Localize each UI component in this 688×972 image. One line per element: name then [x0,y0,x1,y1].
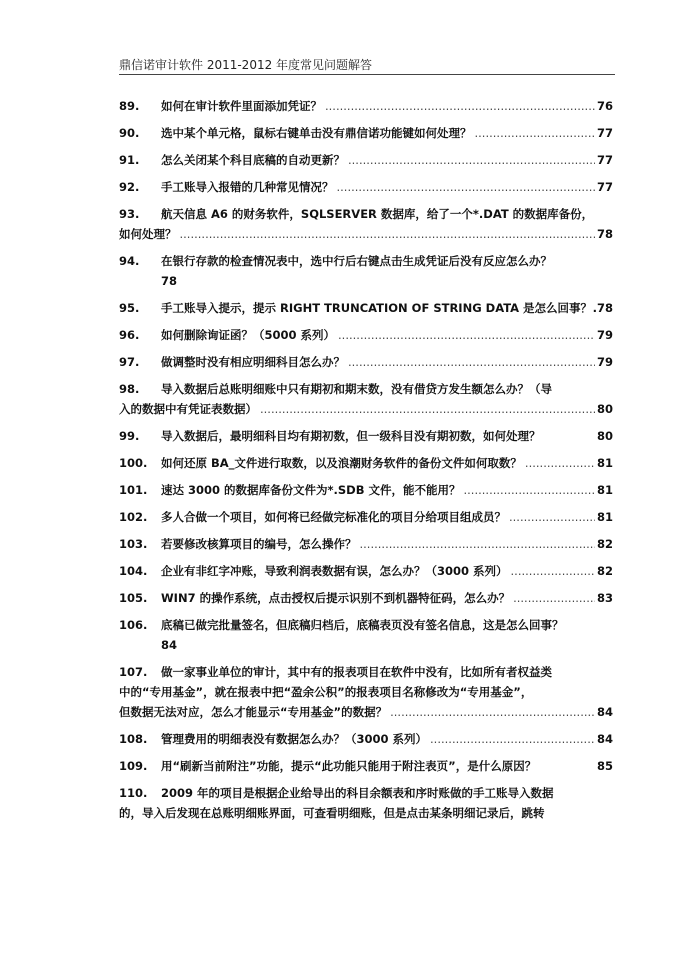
entry-title-line1: 做一家事业单位的审计，其中有的报表项目在软件中没有，比如所有者权益类 [161,665,552,679]
toc-entry-92[interactable] [119,177,613,197]
entry-title-line2: 如何处理？ [119,227,177,241]
entry-number: 102. [119,510,148,524]
entry-title: 手工账导入提示，提示 RIGHT TRUNCATION OF STRING DATA 是怎么回事？ [161,301,593,315]
dot-leader [334,177,596,197]
entry-title: 如何删除询证函？（5000 系列） [161,328,336,342]
toc-entry-96[interactable] [119,325,613,345]
entry-number: 90. [119,126,140,140]
page-number: 83 [596,591,613,605]
page-number: 79 [596,328,613,342]
toc-entry-102[interactable] [119,507,613,527]
toc-entry-104[interactable] [119,561,613,581]
page-number: 76 [596,99,613,113]
toc-entry-97[interactable] [119,352,613,372]
toc-entry-109[interactable] [119,756,613,776]
page-number: 81 [596,483,613,497]
entry-title: 如何在审计软件里面添加凭证？ [161,99,322,113]
toc-entry-98[interactable] [119,379,613,419]
entry-number: 97. [119,355,140,369]
dot-leader [357,534,596,554]
table-of-contents [119,96,613,830]
entry-title-line2: 的，导入后发现在总账明细账界面，可查看明细账，但是点击某条明细记录后，跳转 [119,806,545,820]
toc-entry-91[interactable] [119,150,613,170]
dot-leader [427,729,595,749]
entry-title: 做调整时没有相应明细科目怎么办？ [161,355,345,369]
toc-entry-103[interactable] [119,534,613,554]
page-number: 78 [161,274,178,288]
toc-entry-90[interactable] [119,123,613,143]
entry-title: 怎么关闭某个科目底稿的自动更新？ [161,153,345,167]
entry-number: 109. [119,759,148,773]
dot-leader [257,399,595,419]
entry-number: 104. [119,564,148,578]
toc-entry-100[interactable] [119,453,613,473]
entry-number: 101. [119,483,148,497]
page-number: 84 [596,705,613,719]
toc-entry-106[interactable] [119,615,613,655]
entry-title-line3: 但数据无法对应，怎么才能显示“专用基金”的数据？ [119,705,388,719]
entry-title: 导入数据后，最明细科目均有期初数，但一级科目没有期初数，如何处理？ [161,429,541,443]
dot-leader [345,150,595,170]
entry-title-line2: 中的“专用基金”，就在报表中把“盈余公积”的报表项目名称修改为“专用基金”， [119,685,533,699]
toc-entry-107[interactable] [119,662,613,722]
dot-leader [322,96,595,116]
entry-title-line1: 航天信息 A6 的财务软件，SQLSERVER 数据库，给了一个*.DAT 的数据库备份， [161,207,594,221]
entry-number: 110. [119,786,148,800]
dot-leader [461,480,596,500]
dot-leader [510,588,595,608]
toc-entry-93[interactable] [119,204,613,244]
entry-number: 95. [119,301,140,315]
page-number: 84 [596,732,613,746]
entry-number: 93. [119,207,140,221]
page-header: 鼎信诺审计软件 2011-2012 年度常见问题解答 [119,58,373,72]
page-number: 81 [596,510,613,524]
entry-number: 99. [119,429,140,443]
dot-leader [387,702,595,722]
entry-number: 107. [119,665,148,679]
entry-title: 在银行存款的检查情况表中，选中行后右键点击生成凭证后没有反应怎么办？ [161,254,552,268]
dot-leader [522,453,595,473]
entry-number: 108. [119,732,148,746]
page-number: 80 [596,402,613,416]
entry-number: 89. [119,99,140,113]
page-number: 82 [596,537,613,551]
toc-entry-89[interactable] [119,96,613,116]
entry-title: WIN7 的操作系统，点击授权后提示识别不到机器特征码，怎么办？ [161,591,511,605]
entry-title: 管理费用的明细表没有数据怎么办？（3000 系列） [161,732,428,746]
entry-title-line1: 2009 年的项目是根据企业给导出的科目余额表和序时账做的手工账导入数据 [161,786,554,800]
page-number: 77 [596,180,613,194]
toc-entry-94[interactable] [119,251,613,291]
entry-title: 如何还原 BA_文件进行取数，以及浪潮财务软件的备份文件如何取数？ [161,456,522,470]
entry-title: 底稿已做完批量签名，但底稿归档后，底稿表页没有签名信息，这是怎么回事？ [161,618,564,632]
page-number: 80 [596,429,613,443]
page-number: .78 [592,301,613,315]
toc-entry-105[interactable] [119,588,613,608]
dot-leader [508,561,595,581]
toc-entry-110[interactable] [119,783,613,823]
dot-leader [335,325,595,345]
entry-number: 94. [119,254,140,268]
page-number: 78 [596,227,613,241]
toc-entry-99[interactable] [119,426,613,446]
toc-entry-108[interactable] [119,729,613,749]
toc-entry-95[interactable] [119,298,613,318]
page-number: 79 [596,355,613,369]
dot-leader [506,507,595,527]
entry-number: 103. [119,537,148,551]
entry-title: 手工账导入报错的几种常见情况？ [161,180,334,194]
header-divider [119,74,615,75]
entry-number: 98. [119,382,140,396]
toc-entry-101[interactable] [119,480,613,500]
entry-number: 96. [119,328,140,342]
entry-title: 速达 3000 的数据库备份文件为*.SDB 文件，能不能用？ [161,483,461,497]
entry-title: 选中某个单元格，鼠标右键单击没有鼎信诺功能键如何处理？ [161,126,472,140]
dot-leader [177,224,596,244]
entry-title-line2: 入的数据中有凭证表数据） [119,402,257,416]
dot-leader [472,123,596,143]
entry-title: 若要修改核算项目的编号，怎么操作？ [161,537,357,551]
entry-title-line1: 导入数据后总账明细账中只有期初和期末数，没有借贷方发生额怎么办？（导 [161,382,552,396]
page-number: 84 [161,638,178,652]
entry-title: 企业有非红字冲账，导致利润表数据有误，怎么办？（3000 系列） [161,564,508,578]
entry-number: 92. [119,180,140,194]
page-number: 77 [596,153,613,167]
dot-leader [345,352,595,372]
entry-number: 106. [119,618,148,632]
entry-number: 100. [119,456,148,470]
page-number: 77 [596,126,613,140]
entry-number: 105. [119,591,148,605]
entry-title: 多人合做一个项目，如何将已经做完标准化的项目分给项目组成员？ [161,510,506,524]
page-number: 85 [596,759,613,773]
entry-title: 用“刷新当前附注”功能，提示“此功能只能用于附注表页”，是什么原因？ [161,759,537,773]
entry-number: 91. [119,153,140,167]
page-number: 82 [596,564,613,578]
page-number: 81 [596,456,613,470]
